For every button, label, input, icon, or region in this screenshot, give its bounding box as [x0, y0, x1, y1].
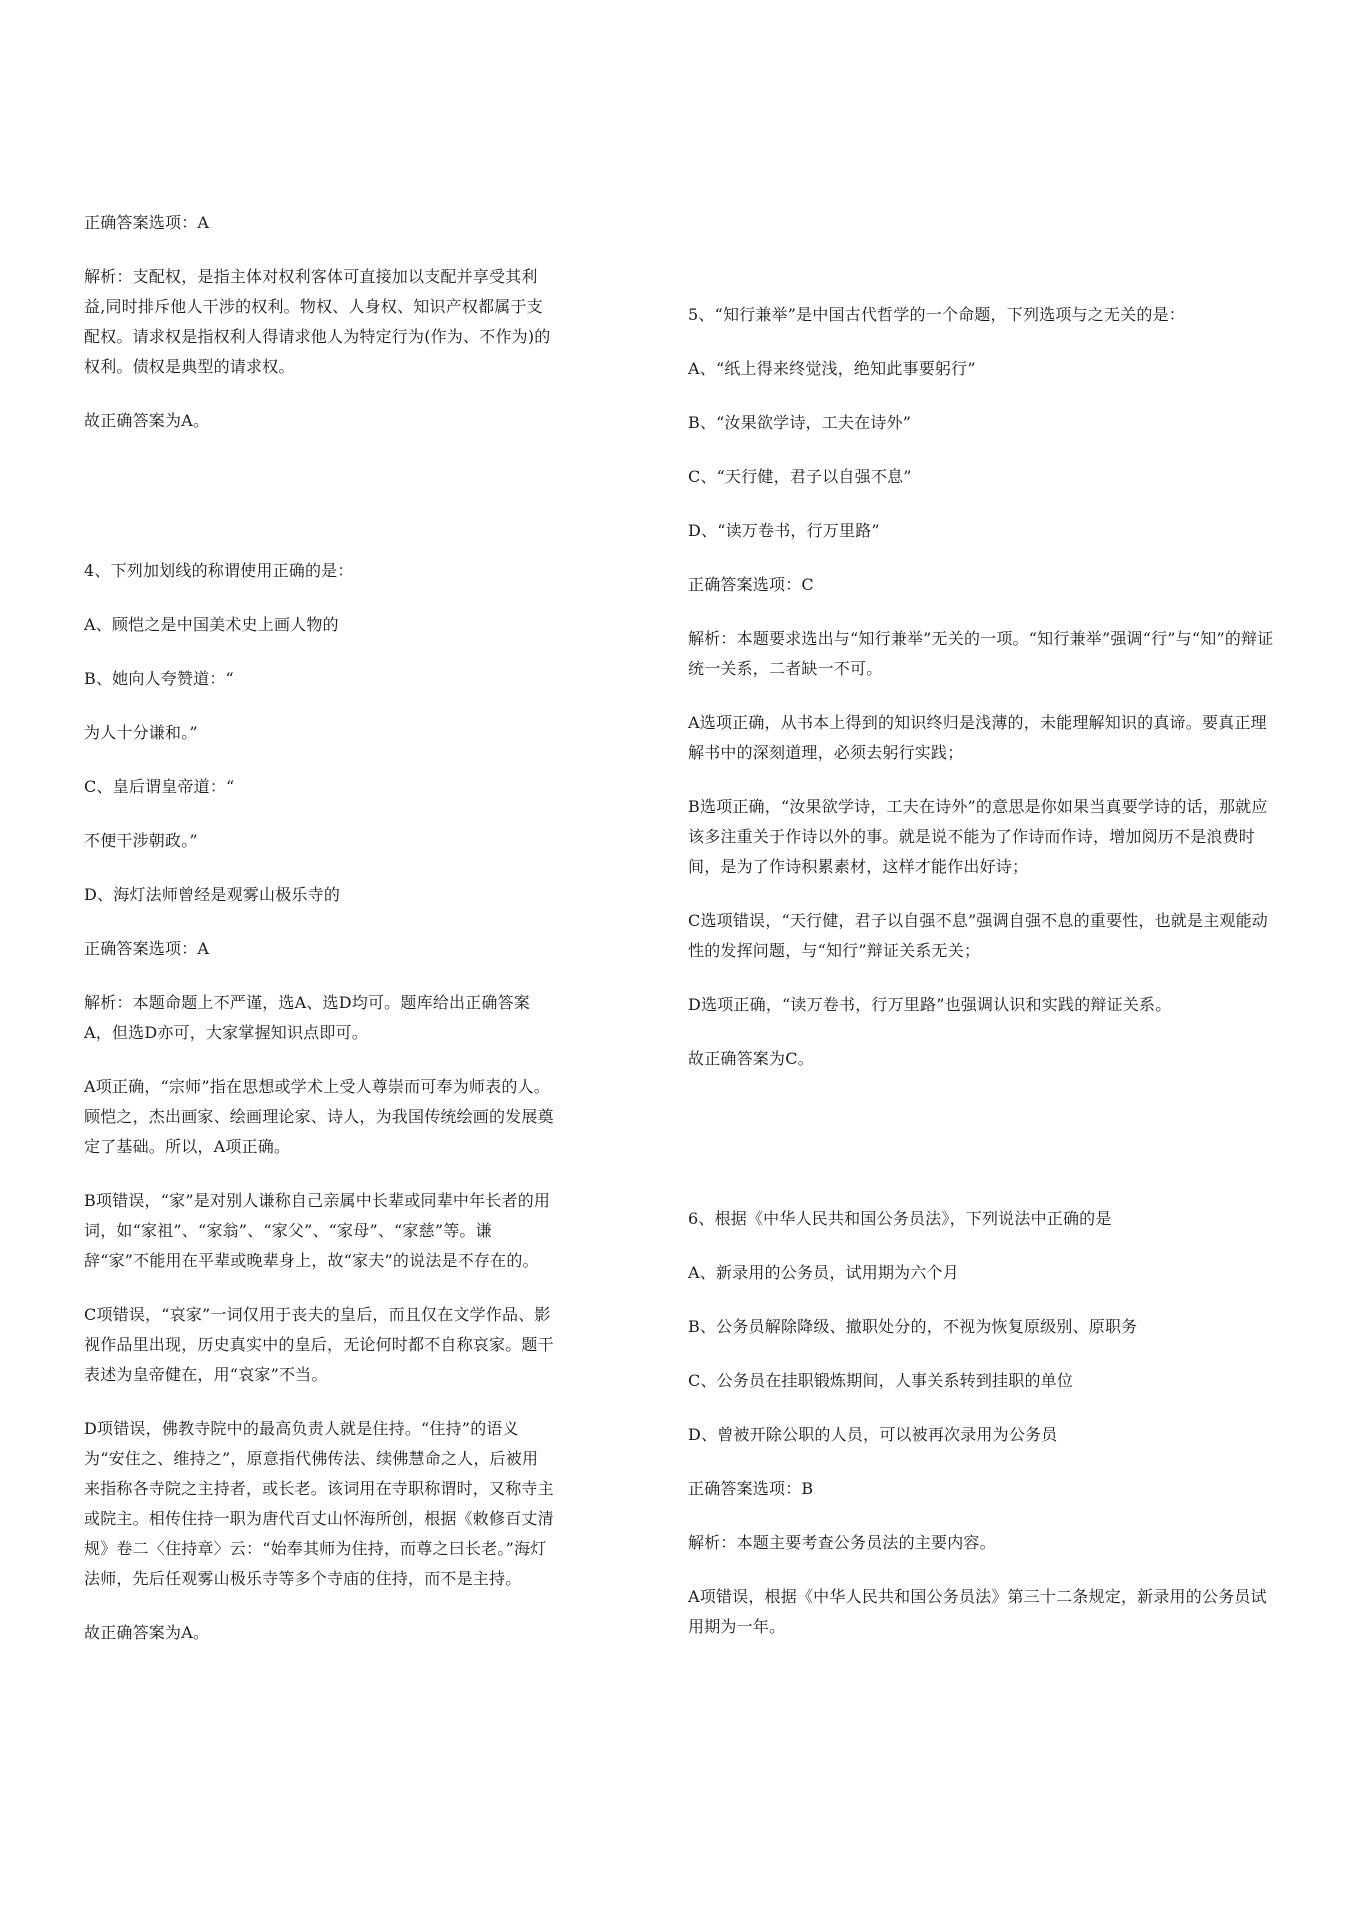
q6-question: 6、根据《中华人民共和国公务员法》，下列说法中正确的是 [688, 1209, 1112, 1228]
q6-a-explain: A项错误，根据《中华人民共和国公务员法》第三十二条规定，新录用的公务员试用期为一年。 [688, 1587, 1267, 1636]
q5-analysis: 解析：本题要求选出与“知行兼举”无关的一项。“知行兼举”强调“行”与“知”的辩证统一关系，二者缺一不可。 [688, 629, 1274, 678]
q4-option-b-line2: 为人十分谦和。” [84, 723, 198, 742]
q6-option-c: C、公务员在挂职锻炼期间，人事关系转到挂职的单位 [688, 1371, 1074, 1390]
q5-d-explain: D选项正确，“读万卷书，行万里路”也强调认识和实践的辩证关系。 [688, 995, 1172, 1014]
q5-c-explain: C选项错误，“天行健，君子以自强不息”强调自强不息的重要性，也就是主观能动性的发挥问题，与“知行”辩证关系无关； [688, 911, 1269, 960]
q5-option-d: D、“读万卷书，行万里路” [688, 521, 880, 540]
q4-question: 4、下列加划线的称谓使用正确的是： [84, 561, 354, 580]
q5-option-c: C、“天行健，君子以自强不息” [688, 467, 912, 486]
q6-option-b: B、公务员解除降级、撤职处分的，不视为恢复原级别、原职务 [688, 1317, 1138, 1336]
spacer [688, 1098, 1278, 1204]
q4-c-explain: C项错误，“哀家”一词仅用于丧夫的皇后，而且仅在文学作品、影视作品里出现，历史真实中的皇后，无论何时都不自称哀家。题干表述为皇帝健在，用“哀家”不当。 [84, 1305, 554, 1384]
q4-answer: 正确答案选项：A [84, 939, 210, 958]
left-column [84, 208, 554, 1672]
q5-question: 5、“知行兼举”是中国古代哲学的一个命题，下列选项与之无关的是： [688, 305, 1185, 324]
q5-answer: 正确答案选项：C [688, 575, 814, 594]
q5-conclusion: 故正确答案为C。 [688, 1049, 814, 1068]
q4-option-c-line1: C、皇后谓皇帝道：“ [84, 777, 235, 796]
q5-b-explain: B选项正确，“汝果欲学诗，工夫在诗外”的意思是你如果当真要学诗的话，那就应该多注重关于作诗以外的事。就是说不能为了作诗而作诗，增加阅历不是浪费时间，是为了作诗积累素材，这样才能作出好诗； [688, 797, 1268, 876]
q5-a-explain: A选项正确，从书本上得到的知识终归是浅薄的，未能理解知识的真谛。要真正理解书中的深刻道理，必须去躬行实践； [688, 713, 1267, 762]
q4-option-c-line2: 不便干涉朝政。” [84, 831, 198, 850]
right-column [688, 300, 1278, 1666]
q6-analysis: 解析：本题主要考查公务员法的主要内容。 [688, 1533, 996, 1552]
q5-option-a: A、“纸上得来终觉浅，绝知此事要躬行” [688, 359, 976, 378]
q6-option-a: A、新录用的公务员，试用期为六个月 [688, 1263, 959, 1282]
q6-option-d: D、曾被开除公职的人员，可以被再次录用为公务员 [688, 1425, 1058, 1444]
q4-b-explain: B项错误，“家”是对别人谦称自己亲属中长辈或同辈中年长者的用词，如“家祖”、“家翁”、“家父”、“家母”、“家慈”等。谦辞“家”不能用在平辈或晚辈身上，故“家夫”的说法是不存在的。 [84, 1191, 551, 1270]
q3-conclusion: 故正确答案为A。 [84, 411, 210, 430]
q4-d-explain: D项错误，佛教寺院中的最高负责人就是住持。“住持”的语义为“安住之、维持之”，原意指代佛传法、续佛慧命之人，后被用来指称各寺院之主持者，或长老。该词用在寺职称谓时，又称寺主或院主。相传住持一职为唐代百丈山怀海所创，根据《敕修百丈清规》卷二〈住持章〉云：“始奉其师为住持，而尊之曰长老。”海灯法师，先后任观雾山极乐寺等多个寺庙的住持，而不是主持。 [84, 1419, 554, 1588]
q3-analysis: 解析：支配权，是指主体对权利客体可直接加以支配并享受其利益,同时排斥他人干涉的权利。物权、人身权、知识产权都属于支配权。请求权是指权利人得请求他人为特定行为(作为、不作为)的权利。债权是典型的请求权。 [84, 267, 551, 376]
q4-conclusion: 故正确答案为A。 [84, 1623, 210, 1642]
q4-analysis: 解析：本题命题上不严谨，选A、选D均可。题库给出正确答案A，但选D亦可，大家掌握知识点即可。 [84, 993, 530, 1042]
q4-option-a: A、顾恺之是中国美术史上画人物的 [84, 615, 339, 634]
spacer [84, 460, 554, 556]
q4-option-d: D、海灯法师曾经是观雾山极乐寺的 [84, 885, 341, 904]
q6-answer: 正确答案选项：B [688, 1479, 814, 1498]
q5-option-b: B、“汝果欲学诗，工夫在诗外” [688, 413, 912, 432]
q4-a-explain: A项正确，“宗师”指在思想或学术上受人尊崇而可奉为师表的人。顾恺之，杰出画家、绘画理论家、诗人，为我国传统绘画的发展奠定了基础。所以，A项正确。 [84, 1077, 554, 1156]
q4-option-b-line1: B、她向人夸赞道：“ [84, 669, 234, 688]
q3-answer: 正确答案选项：A [84, 213, 210, 232]
